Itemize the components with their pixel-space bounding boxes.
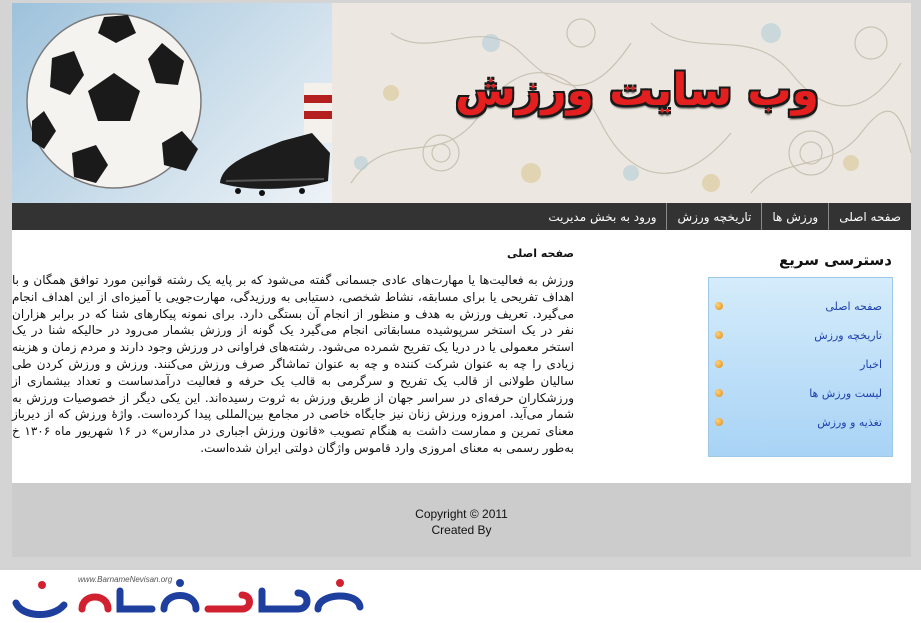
nav-item-history[interactable]: تاریخچه ورزش xyxy=(666,203,761,230)
footer-created-by: Created By xyxy=(431,523,492,537)
sidebar-link-nutrition[interactable]: تغذیه و ورزش xyxy=(817,416,882,429)
footer-copyright: Copyright © 2011 xyxy=(415,507,508,521)
bullet-icon xyxy=(715,302,723,310)
football-photo xyxy=(12,3,332,203)
nav-item-admin-login[interactable]: ورود به بخش مدیریت xyxy=(548,209,657,224)
site-title: وب سایت ورزش xyxy=(455,65,819,116)
sidebar-item-sports-list xyxy=(709,379,882,408)
logo-mark-icon xyxy=(12,573,372,619)
barnamenevisan-logo[interactable] xyxy=(12,573,372,619)
sidebar-link-news[interactable]: اخبار xyxy=(860,358,882,371)
bullet-icon xyxy=(715,360,723,368)
sidebar-link-sports-list[interactable]: لیست ورزش ها xyxy=(809,387,882,400)
sidebar-item-home xyxy=(709,292,882,321)
football-boot-icon xyxy=(12,3,332,203)
bullet-icon xyxy=(715,418,723,426)
nav-item-home[interactable]: صفحه اصلی xyxy=(828,203,911,230)
content-heading: صفحه اصلی xyxy=(507,247,574,260)
sidebar-link-home[interactable]: صفحه اصلی xyxy=(825,300,882,313)
main-nav xyxy=(12,203,911,230)
sidebar-title: دسترسی سریع xyxy=(778,251,892,269)
main-content xyxy=(12,247,574,457)
page-container xyxy=(12,3,911,557)
bullet-icon xyxy=(715,389,723,397)
footer xyxy=(12,483,911,557)
quick-access-panel xyxy=(708,277,893,457)
bullet-icon xyxy=(715,331,723,339)
sidebar-link-history[interactable]: تاریخچه ورزش xyxy=(814,329,882,342)
content-body: ورزش به فعالیت‌ها یا مهارت‌های عادی جسمانی گفته می‌شود که بر پایه یک رشته قوانین مورد توافق همگان و با اهداف تفریحی یا برای مسابقه، نشاط شخصی، دستیابی به ورزیدگی، مهارت‌جویی یا آمیزه‌ای از این اهداف انجام می‌گیرد. تعریف ورزش به هدف و منظور از انجام آن بستگی دارد. برای نمونه پیکارهای شنا که در برابر هزاران نفر در یک استخر سرپوشیده مسابقاتی انجام می‌گیرد یک گونه از ورزش بشمار می‌رود در حالیکه شنا در یک استخر معمولی یا در دریا یک تفریح شمرده می‌شود. رشته‌های فراوانی در ورزش وجود دارند و مردم زمان و هزینه زیادی را چه به عنوان شرکت کننده و چه به عنوان تماشاگر صرف ورزش می‌کنند. ورزش و ورزش کردن طی سالیان طولانی از قالب یک تفریح و سرگرمی به قالب یک حرفه و فعالیت درآمدساست و تعداد بیشماری از ورزشکاران حرفه‌ای در سراسر جهان از طریق ورزش به ثروت رسیده‌اند. این یکی دیگر از خصوصیات ورزش به شمار می‌آید. امروزه ورزش زنان نیز جایگاه خاصی در مجامع بین‌المللی پیدا کرده‌است. واژهٔ ورزش که از دیرباز معنای تمرین و ممارست داشت به هنگام تصویب «قانون ورزش اجباری در مدارس» در ۱۶ شهریور ماه ۱۳۰۶ خ به‌طور رسمی به معنای امروزی وارد قاموس واژگان دولتی ایران شده‌است. xyxy=(12,273,575,455)
sidebar-item-nutrition xyxy=(709,408,882,437)
logo-url: www.BarnameNevisan.org xyxy=(78,575,173,584)
header-banner xyxy=(12,3,911,203)
sidebar-item-news xyxy=(709,350,882,379)
sidebar-item-history xyxy=(709,321,882,350)
nav-item-sports[interactable]: ورزش ها xyxy=(761,203,828,230)
